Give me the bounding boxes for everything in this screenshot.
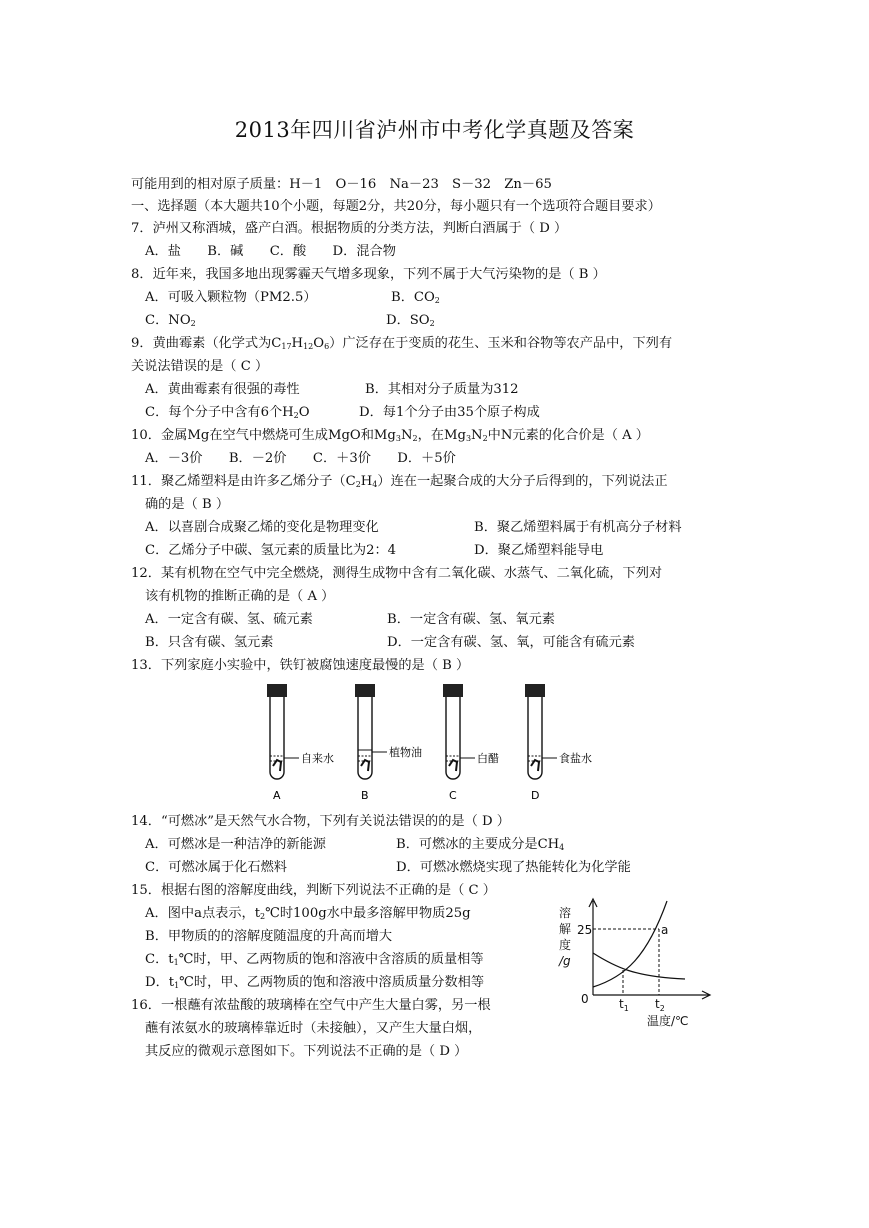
solubility-curve-figure [555, 895, 715, 1055]
test-tube-d [525, 684, 592, 802]
q7-options: A．盐 B．碱 C．酸 D．混合物 [145, 244, 396, 259]
test-tube-c [443, 684, 499, 802]
q8-option-b: B．$CO_2$ [391, 290, 440, 305]
test-tubes-figure [255, 680, 615, 805]
q14-option-c: C．可燃冰属于化石燃料 [145, 860, 287, 875]
q9-option-c: C．每个分子中含有6个$H_2O$ [145, 405, 310, 420]
q9-option-a: A．黄曲霉素有很强的毒性 [145, 382, 300, 397]
q15-option-b: B．甲物质的的溶解度随温度的升高而增大 [145, 929, 393, 944]
y-tick-25: 25 [577, 923, 593, 937]
tube-d-letter: D [531, 789, 540, 802]
origin-label: 0 [581, 992, 589, 1006]
q9-option-d: D．每1个分子由35个原子构成 [359, 405, 540, 420]
x-axis-label: 温度/℃ [647, 1014, 689, 1028]
q11-stem-cont: 确的是（ B ） [145, 497, 230, 512]
tube-c-letter: C [449, 789, 457, 802]
q14-option-b: B．可燃冰的主要成分是$CH_4$ [396, 837, 565, 852]
q8-option-a: A．可吸入颗粒物（PM2.5） [145, 290, 317, 305]
q13-stem: 13．下列家庭小实验中，铁钉被腐蚀速度最慢的是（ B ） [131, 658, 470, 673]
stopper [525, 684, 545, 697]
y-label-4: /g [559, 954, 571, 968]
t1-label: $t_1$ [619, 997, 629, 1013]
q8-option-c: C．$NO_2$ [145, 313, 196, 328]
q15-stem: 15．根据右图的溶解度曲线，判断下列说法不正确的是（ C ） [131, 883, 496, 898]
page-title: 2013年四川省泸州市中考化学真题及答案 [234, 118, 635, 142]
y-label-2: 解 [559, 922, 572, 936]
point-a-label: a [661, 923, 669, 937]
stopper [443, 684, 463, 697]
q14-option-d: D．可燃冰燃烧实现了热能转化为化学能 [396, 860, 631, 875]
test-tube-a [267, 684, 334, 802]
section-heading: 一、选择题（本大题共10个小题，每题2分，共20分，每小题只有一个选项符合题目要求） [131, 199, 661, 214]
iron-nail [273, 760, 281, 771]
iron-nail [361, 760, 369, 771]
tube-a-liquid: 自来水 [301, 752, 334, 765]
q8-stem: 8．近年来，我国多地出现雾霾天气增多现象，下列不属于大气污染物的是（ B ） [131, 267, 606, 282]
q10-options: A．－3价 B．－2价 C．＋3价 D．＋5价 [145, 451, 456, 466]
q9-stem: 9．黄曲霉素（化学式为$C_{17}H_{12}O_6$）广泛存在于变质的花生、玉米和谷物等农产品中，下列有 [131, 336, 673, 351]
q10-stem: 10．金属Mg在空气中燃烧可生成MgO和$Mg_3N_2$，在$Mg_3N_2$中N元素的化合价是（ A ） [131, 428, 649, 443]
q11-option-a: A．以喜剧合成聚乙烯的变化是物理变化 [145, 520, 379, 535]
q16-line1: 16．一根蘸有浓盐酸的玻璃棒在空气中产生大量白雾，另一根 [131, 998, 491, 1013]
tube-d-liquid: 食盐水 [559, 752, 592, 765]
tube-b-liquid: 植物油 [389, 746, 422, 759]
atomic-masses: 可能用到的相对原子质量：H－1 O－16 Na－23 S－32 Zn－65 [131, 177, 552, 192]
q8-option-d: D．$SO_2$ [386, 313, 435, 328]
q14-stem: 14．“可燃冰”是天然气水合物，下列有关说法错误的的是（ D ） [131, 814, 510, 829]
stopper [267, 684, 287, 697]
curve-yi [593, 953, 685, 979]
q12-option-b: B．一定含有碳、氢、氧元素 [387, 612, 555, 627]
iron-nail [531, 760, 539, 771]
tube-a-letter: A [273, 789, 281, 802]
test-tube-b [355, 684, 422, 802]
q7-stem: 7．泸州又称酒城，盛产白酒。根据物质的分类方法，判断白酒属于（ D ） [131, 221, 568, 236]
q12-stem-cont: 该有机物的推断正确的是（ A ） [145, 589, 335, 604]
q11-option-b: B．聚乙烯塑料属于有机高分子材料 [474, 520, 682, 535]
tube-c-liquid: 白醋 [477, 752, 499, 765]
q12-option-a: A．一定含有碳、氢、硫元素 [145, 612, 313, 627]
t2-label: $t_2$ [655, 997, 665, 1013]
q11-option-c: C．乙烯分子中碳、氢元素的质量比为2：4 [145, 543, 397, 558]
q9-option-b: B．其相对分子质量为312 [365, 382, 519, 397]
curve-jia [593, 901, 667, 987]
q11-stem: 11．聚乙烯塑料是由许多乙烯分子$(C_2H_4)$连在一起聚合成的大分子后得到的，下列说法正 [131, 474, 668, 489]
q11-option-d: D．聚乙烯塑料能导电 [474, 543, 604, 558]
y-label-3: 度 [559, 938, 572, 952]
q14-option-a: A．可燃冰是一种洁净的新能源 [145, 837, 326, 852]
q12-option-c: B．只含有碳、氢元素 [145, 635, 274, 650]
q15-option-a: A．图中a点表示，$t_2℃$时100g水中最多溶解甲物质25g [145, 906, 471, 921]
stopper [355, 684, 375, 697]
q9-stem-cont: 关说法错误的是（ C ） [131, 359, 269, 374]
iron-nail [449, 760, 457, 771]
tube-b-letter: B [361, 789, 369, 802]
q12-stem: 12．某有机物在空气中完全燃烧，测得生成物中含有二氧化碳、水蒸气、二氧化硫，下列对 [131, 566, 663, 581]
q16-line2: 蘸有浓氨水的玻璃棒靠近时（未接触），又产生大量白烟， [145, 1021, 482, 1036]
q12-option-d: D．一定含有碳、氢、氧，可能含有硫元素 [387, 635, 635, 650]
y-label-1: 溶 [559, 906, 572, 920]
q16-line3: 其反应的微观示意图如下。下列说法不正确的是（ D ） [145, 1044, 468, 1059]
q15-option-d: D．$t_1℃$时，甲、乙两物质的饱和溶液中溶质质量分数相等 [145, 975, 485, 990]
q15-option-c: C．$t_1℃$时，甲、乙两物质的饱和溶液中含溶质的质量相等 [145, 952, 484, 967]
